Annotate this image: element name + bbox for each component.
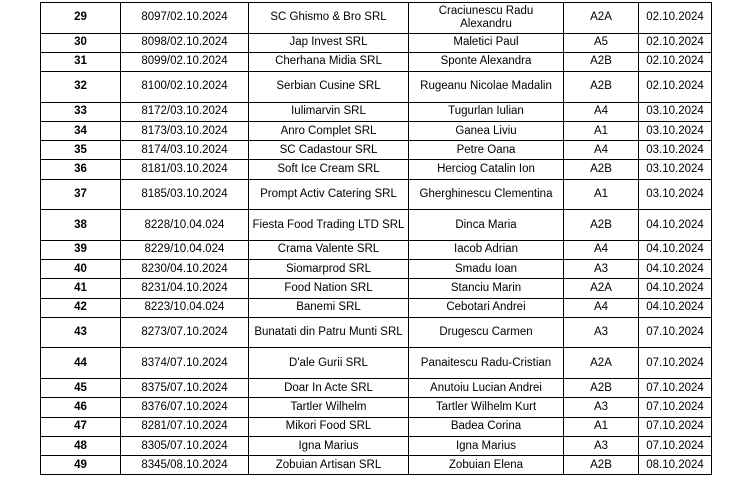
document-number-cell: 8097/02.10.2024	[121, 3, 249, 34]
row-number-cell: 31	[41, 52, 121, 71]
company-cell: Siomarprod SRL	[249, 260, 409, 279]
document-number-cell: 8305/07.10.2024	[121, 436, 249, 455]
company-cell: D'ale Gurii SRL	[249, 348, 409, 379]
row-number-cell: 46	[41, 398, 121, 417]
document-number-cell: 8374/07.10.2024	[121, 348, 249, 379]
registry-table	[40, 2, 712, 475]
row-number-cell: 43	[41, 317, 121, 348]
row-number-cell: 36	[41, 160, 121, 179]
person-cell: Stanciu Marin	[409, 279, 564, 298]
table-row	[41, 417, 712, 436]
table-body	[41, 3, 712, 475]
document-number-cell: 8228/10.04.024	[121, 210, 249, 241]
row-number-cell: 47	[41, 417, 121, 436]
category-cell: A2A	[564, 348, 639, 379]
category-cell: A4	[564, 102, 639, 121]
date-cell: 07.10.2024	[639, 378, 712, 397]
company-cell: Banemi SRL	[249, 298, 409, 317]
person-cell: Petre Oana	[409, 141, 564, 160]
row-number-cell: 34	[41, 121, 121, 140]
company-cell: Soft Ice Cream SRL	[249, 160, 409, 179]
person-cell: Igna Marius	[409, 436, 564, 455]
row-number-cell: 48	[41, 436, 121, 455]
person-cell: Gherghinescu Clementina	[409, 179, 564, 210]
row-number-cell: 44	[41, 348, 121, 379]
date-cell: 02.10.2024	[639, 3, 712, 34]
person-cell: Tartler Wilhelm Kurt	[409, 398, 564, 417]
category-cell: A5	[564, 33, 639, 52]
document-number-cell: 8181/03.10.2024	[121, 160, 249, 179]
row-number-cell: 29	[41, 3, 121, 34]
date-cell: 02.10.2024	[639, 33, 712, 52]
category-cell: A1	[564, 121, 639, 140]
person-cell: Ganea Liviu	[409, 121, 564, 140]
table-row	[41, 72, 712, 103]
row-number-cell: 37	[41, 179, 121, 210]
company-cell: Anro Complet SRL	[249, 121, 409, 140]
document-number-cell: 8345/08.10.2024	[121, 456, 249, 475]
date-cell: 07.10.2024	[639, 417, 712, 436]
company-cell: Mikori Food SRL	[249, 417, 409, 436]
person-cell: Smadu Ioan	[409, 260, 564, 279]
row-number-cell: 39	[41, 240, 121, 259]
date-cell: 02.10.2024	[639, 72, 712, 103]
document-number-cell: 8229/10.04.024	[121, 240, 249, 259]
table-row	[41, 160, 712, 179]
date-cell: 04.10.2024	[639, 240, 712, 259]
table-row	[41, 378, 712, 397]
person-cell: Badea Corina	[409, 417, 564, 436]
person-cell: Tugurlan Iulian	[409, 102, 564, 121]
document-number-cell: 8231/04.10.2024	[121, 279, 249, 298]
company-cell: SC Cadastour SRL	[249, 141, 409, 160]
company-cell: Jap Invest SRL	[249, 33, 409, 52]
row-number-cell: 38	[41, 210, 121, 241]
person-cell: Anutoiu Lucian Andrei	[409, 378, 564, 397]
date-cell: 03.10.2024	[639, 141, 712, 160]
document-number-cell: 8376/07.10.2024	[121, 398, 249, 417]
category-cell: A2B	[564, 378, 639, 397]
table-row	[41, 317, 712, 348]
company-cell: Zobuian Artisan SRL	[249, 456, 409, 475]
category-cell: A3	[564, 260, 639, 279]
row-number-cell: 49	[41, 456, 121, 475]
person-cell: Drugescu Carmen	[409, 317, 564, 348]
table-row	[41, 121, 712, 140]
category-cell: A2B	[564, 456, 639, 475]
table-row	[41, 398, 712, 417]
row-number-cell: 40	[41, 260, 121, 279]
date-cell: 02.10.2024	[639, 52, 712, 71]
category-cell: A1	[564, 417, 639, 436]
date-cell: 07.10.2024	[639, 317, 712, 348]
category-cell: A3	[564, 398, 639, 417]
company-cell: SC Ghismo & Bro SRL	[249, 3, 409, 34]
row-number-cell: 33	[41, 102, 121, 121]
category-cell: A2B	[564, 52, 639, 71]
category-cell: A3	[564, 436, 639, 455]
company-cell: Crama Valente SRL	[249, 240, 409, 259]
category-cell: A4	[564, 141, 639, 160]
document-number-cell: 8273/07.10.2024	[121, 317, 249, 348]
table-row	[41, 52, 712, 71]
company-cell: Doar In Acte SRL	[249, 378, 409, 397]
person-cell: Maletici Paul	[409, 33, 564, 52]
company-cell: Cherhana Midia SRL	[249, 52, 409, 71]
table-row	[41, 102, 712, 121]
table-row	[41, 298, 712, 317]
category-cell: A2B	[564, 160, 639, 179]
person-cell: Dinca Maria	[409, 210, 564, 241]
document-number-cell: 8185/03.10.2024	[121, 179, 249, 210]
date-cell: 03.10.2024	[639, 179, 712, 210]
person-cell: Panaitescu Radu-Cristian	[409, 348, 564, 379]
date-cell: 07.10.2024	[639, 398, 712, 417]
date-cell: 03.10.2024	[639, 121, 712, 140]
table-row	[41, 179, 712, 210]
company-cell: Igna Marius	[249, 436, 409, 455]
category-cell: A2A	[564, 279, 639, 298]
table-row	[41, 141, 712, 160]
company-cell: Food Nation SRL	[249, 279, 409, 298]
category-cell: A2A	[564, 3, 639, 34]
category-cell: A3	[564, 317, 639, 348]
person-cell: Herciog Catalin Ion	[409, 160, 564, 179]
company-cell: Tartler Wilhelm	[249, 398, 409, 417]
table-row	[41, 210, 712, 241]
company-cell: Iulimarvin SRL	[249, 102, 409, 121]
category-cell: A4	[564, 298, 639, 317]
company-cell: Fiesta Food Trading LTD SRL	[249, 210, 409, 241]
table-row	[41, 260, 712, 279]
table-row	[41, 456, 712, 475]
category-cell: A1	[564, 179, 639, 210]
row-number-cell: 32	[41, 72, 121, 103]
date-cell: 04.10.2024	[639, 210, 712, 241]
person-cell: Rugeanu Nicolae Madalin	[409, 72, 564, 103]
date-cell: 07.10.2024	[639, 436, 712, 455]
date-cell: 03.10.2024	[639, 160, 712, 179]
row-number-cell: 35	[41, 141, 121, 160]
table-row	[41, 348, 712, 379]
category-cell: A2B	[564, 72, 639, 103]
document-number-cell: 8100/02.10.2024	[121, 72, 249, 103]
document-number-cell: 8174/03.10.2024	[121, 141, 249, 160]
company-cell: Serbian Cusine SRL	[249, 72, 409, 103]
table-row	[41, 279, 712, 298]
date-cell: 04.10.2024	[639, 279, 712, 298]
row-number-cell: 42	[41, 298, 121, 317]
company-cell: Bunatati din Patru Munti SRL	[249, 317, 409, 348]
date-cell: 04.10.2024	[639, 260, 712, 279]
document-number-cell: 8098/02.10.2024	[121, 33, 249, 52]
person-cell: Sponte Alexandra	[409, 52, 564, 71]
person-cell: Cebotari Andrei	[409, 298, 564, 317]
document-number-cell: 8223/10.04.024	[121, 298, 249, 317]
person-cell: Craciunescu Radu Alexandru	[409, 3, 564, 34]
date-cell: 04.10.2024	[639, 298, 712, 317]
document-number-cell: 8173/03.10.2024	[121, 121, 249, 140]
document-number-cell: 8230/04.10.2024	[121, 260, 249, 279]
document-number-cell: 8281/07.10.2024	[121, 417, 249, 436]
row-number-cell: 30	[41, 33, 121, 52]
date-cell: 08.10.2024	[639, 456, 712, 475]
document-number-cell: 8099/02.10.2024	[121, 52, 249, 71]
row-number-cell: 45	[41, 378, 121, 397]
date-cell: 03.10.2024	[639, 102, 712, 121]
category-cell: A2B	[564, 210, 639, 241]
company-cell: Prompt Activ Catering SRL	[249, 179, 409, 210]
table-row	[41, 33, 712, 52]
table-row	[41, 3, 712, 34]
table-row	[41, 436, 712, 455]
category-cell: A4	[564, 240, 639, 259]
row-number-cell: 41	[41, 279, 121, 298]
document-number-cell: 8375/07.10.2024	[121, 378, 249, 397]
person-cell: Iacob Adrian	[409, 240, 564, 259]
table-row	[41, 240, 712, 259]
date-cell: 07.10.2024	[639, 348, 712, 379]
document-number-cell: 8172/03.10.2024	[121, 102, 249, 121]
person-cell: Zobuian Elena	[409, 456, 564, 475]
